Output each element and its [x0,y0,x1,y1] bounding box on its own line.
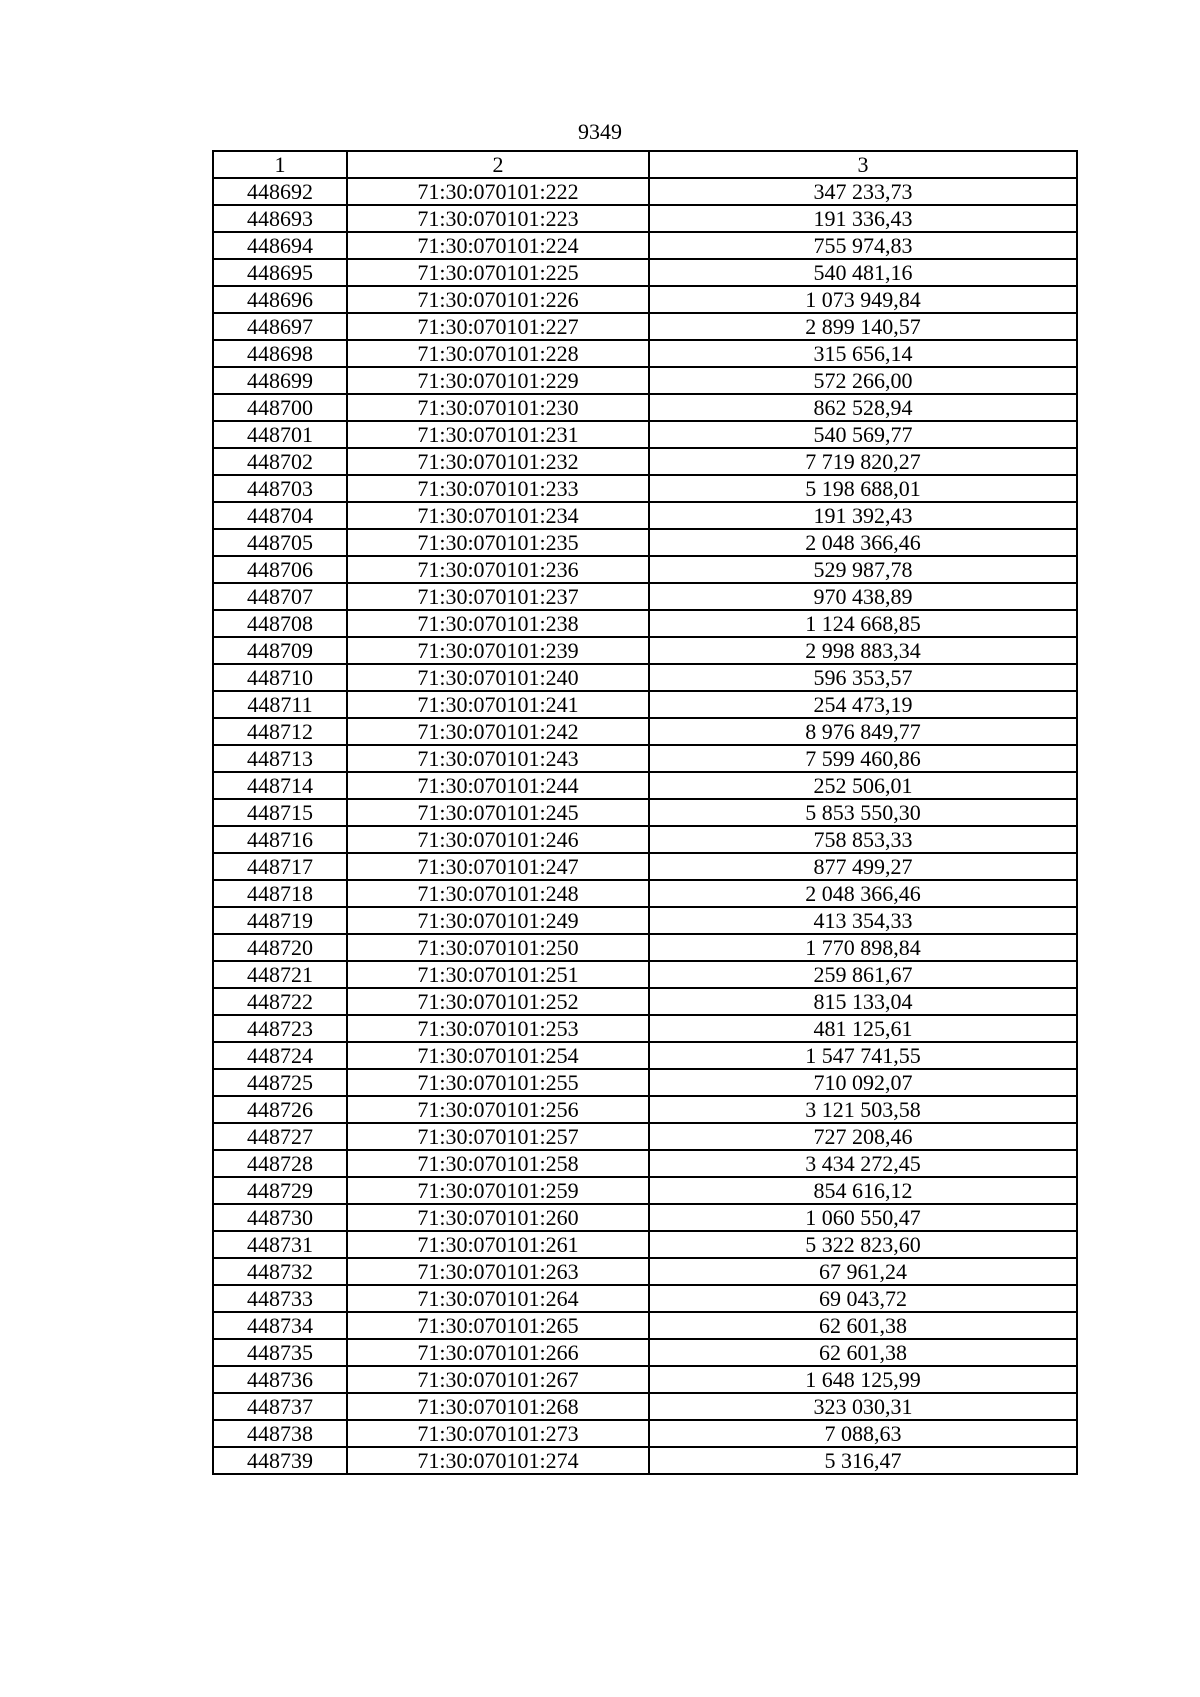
record-number-cell: 448737 [213,1393,347,1420]
table-row [213,745,1077,772]
cadastral-number-cell: 71:30:070101:259 [347,1177,649,1204]
table-row [213,178,1077,205]
table-row [213,1447,1077,1474]
cadastral-number-cell: 71:30:070101:267 [347,1366,649,1393]
table-row [213,340,1077,367]
value-cell: 710 092,07 [649,1069,1077,1096]
record-number-cell: 448733 [213,1285,347,1312]
value-cell: 1 648 125,99 [649,1366,1077,1393]
cadastral-number-cell: 71:30:070101:258 [347,1150,649,1177]
record-number-cell: 448714 [213,772,347,799]
record-number-cell: 448718 [213,880,347,907]
record-number-cell: 448694 [213,232,347,259]
cadastral-number-cell: 71:30:070101:239 [347,637,649,664]
record-number-cell: 448738 [213,1420,347,1447]
cadastral-number-cell: 71:30:070101:223 [347,205,649,232]
cadastral-number-cell: 71:30:070101:261 [347,1231,649,1258]
value-cell: 62 601,38 [649,1339,1077,1366]
value-cell: 254 473,19 [649,691,1077,718]
cadastral-number-cell: 71:30:070101:264 [347,1285,649,1312]
cadastral-number-cell: 71:30:070101:232 [347,448,649,475]
cadastral-number-cell: 71:30:070101:241 [347,691,649,718]
record-number-cell: 448692 [213,178,347,205]
record-number-cell: 448729 [213,1177,347,1204]
table-row [213,637,1077,664]
value-cell: 191 392,43 [649,502,1077,529]
cadastral-number-cell: 71:30:070101:265 [347,1312,649,1339]
table-row [213,1312,1077,1339]
record-number-cell: 448701 [213,421,347,448]
cadastral-number-cell: 71:30:070101:256 [347,1096,649,1123]
cadastral-number-cell: 71:30:070101:237 [347,583,649,610]
table-row [213,205,1077,232]
cadastral-number-cell: 71:30:070101:249 [347,907,649,934]
table-row [213,1285,1077,1312]
table-row [213,1231,1077,1258]
record-number-cell: 448720 [213,934,347,961]
value-cell: 1 060 550,47 [649,1204,1077,1231]
table-row [213,475,1077,502]
table-row [213,1420,1077,1447]
cadastral-number-cell: 71:30:070101:274 [347,1447,649,1474]
record-number-cell: 448732 [213,1258,347,1285]
cadastral-number-cell: 71:30:070101:236 [347,556,649,583]
value-cell: 3 434 272,45 [649,1150,1077,1177]
table-row [213,1393,1077,1420]
cadastral-number-cell: 71:30:070101:255 [347,1069,649,1096]
data-table [212,150,1078,1475]
record-number-cell: 448716 [213,826,347,853]
table-row [213,1042,1077,1069]
value-cell: 596 353,57 [649,664,1077,691]
record-number-cell: 448711 [213,691,347,718]
cadastral-number-cell: 71:30:070101:235 [347,529,649,556]
table-row [213,988,1077,1015]
record-number-cell: 448698 [213,340,347,367]
column-header-2: 2 [347,151,649,178]
table-row [213,880,1077,907]
value-cell: 252 506,01 [649,772,1077,799]
record-number-cell: 448706 [213,556,347,583]
table-row [213,1258,1077,1285]
cadastral-number-cell: 71:30:070101:225 [347,259,649,286]
value-cell: 347 233,73 [649,178,1077,205]
value-cell: 877 499,27 [649,853,1077,880]
value-cell: 540 569,77 [649,421,1077,448]
value-cell: 62 601,38 [649,1312,1077,1339]
cadastral-number-cell: 71:30:070101:250 [347,934,649,961]
value-cell: 529 987,78 [649,556,1077,583]
table-row [213,1096,1077,1123]
cadastral-number-cell: 71:30:070101:246 [347,826,649,853]
record-number-cell: 448730 [213,1204,347,1231]
value-cell: 1 124 668,85 [649,610,1077,637]
value-cell: 5 322 823,60 [649,1231,1077,1258]
value-cell: 572 266,00 [649,367,1077,394]
value-cell: 1 073 949,84 [649,286,1077,313]
cadastral-number-cell: 71:30:070101:234 [347,502,649,529]
value-cell: 5 198 688,01 [649,475,1077,502]
record-number-cell: 448695 [213,259,347,286]
table-row [213,1204,1077,1231]
cadastral-number-cell: 71:30:070101:266 [347,1339,649,1366]
cadastral-number-cell: 71:30:070101:240 [347,664,649,691]
cadastral-number-cell: 71:30:070101:224 [347,232,649,259]
table-row [213,907,1077,934]
cadastral-number-cell: 71:30:070101:231 [347,421,649,448]
value-cell: 481 125,61 [649,1015,1077,1042]
table-row [213,448,1077,475]
cadastral-number-cell: 71:30:070101:238 [347,610,649,637]
value-cell: 862 528,94 [649,394,1077,421]
table-row [213,934,1077,961]
value-cell: 7 088,63 [649,1420,1077,1447]
record-number-cell: 448722 [213,988,347,1015]
value-cell: 758 853,33 [649,826,1077,853]
table-row [213,556,1077,583]
table-row [213,529,1077,556]
record-number-cell: 448726 [213,1096,347,1123]
cadastral-number-cell: 71:30:070101:251 [347,961,649,988]
value-cell: 2 899 140,57 [649,313,1077,340]
cadastral-number-cell: 71:30:070101:268 [347,1393,649,1420]
value-cell: 2 048 366,46 [649,529,1077,556]
cadastral-number-cell: 71:30:070101:244 [347,772,649,799]
table-row [213,583,1077,610]
table-row [213,1339,1077,1366]
record-number-cell: 448715 [213,799,347,826]
table-row [213,664,1077,691]
cadastral-number-cell: 71:30:070101:228 [347,340,649,367]
record-number-cell: 448713 [213,745,347,772]
record-number-cell: 448727 [213,1123,347,1150]
page-number: 9349 [578,119,622,144]
value-cell: 315 656,14 [649,340,1077,367]
cadastral-number-cell: 71:30:070101:254 [347,1042,649,1069]
value-cell: 7 719 820,27 [649,448,1077,475]
value-cell: 413 354,33 [649,907,1077,934]
cadastral-number-cell: 71:30:070101:253 [347,1015,649,1042]
record-number-cell: 448734 [213,1312,347,1339]
record-number-cell: 448696 [213,286,347,313]
cadastral-number-cell: 71:30:070101:230 [347,394,649,421]
cadastral-number-cell: 71:30:070101:263 [347,1258,649,1285]
value-cell: 5 316,47 [649,1447,1077,1474]
record-number-cell: 448723 [213,1015,347,1042]
record-number-cell: 448709 [213,637,347,664]
record-number-cell: 448735 [213,1339,347,1366]
value-cell: 1 547 741,55 [649,1042,1077,1069]
table-row [213,799,1077,826]
record-number-cell: 448707 [213,583,347,610]
table-row [213,259,1077,286]
record-number-cell: 448705 [213,529,347,556]
table-row [213,826,1077,853]
table-row [213,853,1077,880]
table-row [213,421,1077,448]
cadastral-number-cell: 71:30:070101:248 [347,880,649,907]
table-row [213,1015,1077,1042]
record-number-cell: 448717 [213,853,347,880]
table-row [213,691,1077,718]
table-row [213,1069,1077,1096]
cadastral-number-cell: 71:30:070101:229 [347,367,649,394]
value-cell: 854 616,12 [649,1177,1077,1204]
table-row [213,718,1077,745]
table-row [213,1177,1077,1204]
value-cell: 2 048 366,46 [649,880,1077,907]
table-row [213,502,1077,529]
record-number-cell: 448700 [213,394,347,421]
record-number-cell: 448704 [213,502,347,529]
value-cell: 7 599 460,86 [649,745,1077,772]
value-cell: 259 861,67 [649,961,1077,988]
value-cell: 1 770 898,84 [649,934,1077,961]
cadastral-number-cell: 71:30:070101:242 [347,718,649,745]
table-row [213,1123,1077,1150]
cadastral-number-cell: 71:30:070101:260 [347,1204,649,1231]
cadastral-number-cell: 71:30:070101:227 [347,313,649,340]
value-cell: 540 481,16 [649,259,1077,286]
table-header-row [213,151,1077,178]
table-row [213,367,1077,394]
column-header-3: 3 [649,151,1077,178]
table-body [213,178,1077,1474]
table-row [213,961,1077,988]
value-cell: 970 438,89 [649,583,1077,610]
value-cell: 8 976 849,77 [649,718,1077,745]
value-cell: 755 974,83 [649,232,1077,259]
record-number-cell: 448724 [213,1042,347,1069]
record-number-cell: 448725 [213,1069,347,1096]
cadastral-number-cell: 71:30:070101:226 [347,286,649,313]
value-cell: 815 133,04 [649,988,1077,1015]
column-header-1: 1 [213,151,347,178]
cadastral-number-cell: 71:30:070101:252 [347,988,649,1015]
value-cell: 67 961,24 [649,1258,1077,1285]
table-row [213,394,1077,421]
table-row [213,1366,1077,1393]
cadastral-number-cell: 71:30:070101:233 [347,475,649,502]
table-row [213,772,1077,799]
record-number-cell: 448697 [213,313,347,340]
record-number-cell: 448708 [213,610,347,637]
record-number-cell: 448736 [213,1366,347,1393]
value-cell: 5 853 550,30 [649,799,1077,826]
cadastral-number-cell: 71:30:070101:245 [347,799,649,826]
record-number-cell: 448721 [213,961,347,988]
value-cell: 3 121 503,58 [649,1096,1077,1123]
record-number-cell: 448693 [213,205,347,232]
cadastral-number-cell: 71:30:070101:247 [347,853,649,880]
value-cell: 2 998 883,34 [649,637,1077,664]
value-cell: 727 208,46 [649,1123,1077,1150]
record-number-cell: 448739 [213,1447,347,1474]
cadastral-number-cell: 71:30:070101:222 [347,178,649,205]
record-number-cell: 448719 [213,907,347,934]
table-row [213,232,1077,259]
record-number-cell: 448710 [213,664,347,691]
cadastral-number-cell: 71:30:070101:243 [347,745,649,772]
table-row [213,286,1077,313]
cadastral-number-cell: 71:30:070101:273 [347,1420,649,1447]
record-number-cell: 448703 [213,475,347,502]
value-cell: 323 030,31 [649,1393,1077,1420]
record-number-cell: 448699 [213,367,347,394]
value-cell: 69 043,72 [649,1285,1077,1312]
table-row [213,1150,1077,1177]
record-number-cell: 448728 [213,1150,347,1177]
table-row [213,313,1077,340]
value-cell: 191 336,43 [649,205,1077,232]
record-number-cell: 448712 [213,718,347,745]
record-number-cell: 448702 [213,448,347,475]
record-number-cell: 448731 [213,1231,347,1258]
cadastral-number-cell: 71:30:070101:257 [347,1123,649,1150]
table-row [213,610,1077,637]
